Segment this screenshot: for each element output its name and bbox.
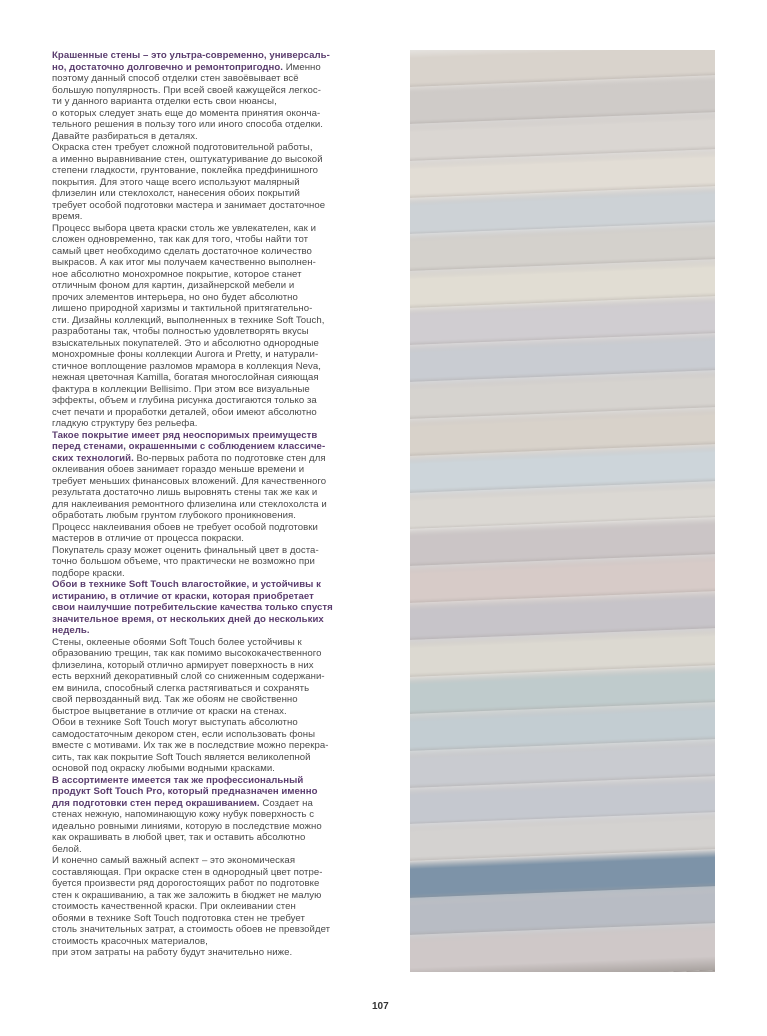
paragraph-body: Именно поэтому данный способ отделки стен завоёвывает всё большую популярность. При всей своей кажущейся легкос- ти у данного варианта отделки есть свои нюансы, о которых следует знать еще до момента принятия оконча- тельного решения в пользу того или иного способа отделки. Давайте разбираться в деталях. [52, 61, 323, 142]
paragraph [52, 775, 382, 856]
paragraph-body: И конечно самый важный аспект – это экономическая составляющая. При окраске стен в однородный цвет потре- буется произвести ряд дорогостоящих работ по подготовке стен к окрашиванию, а так же заложить в бюджет не малую стоимость качественной краски. При оклеивании стен обоями в технике Soft Touch подготовка стен не требует столь значительных затрат, а стоимость обоев не превзойдет стоимость красочных материалов, при этом затраты на работу будут значительно ниже. [52, 855, 331, 958]
paragraph-body: Создает на стенах нежную, напоминающую кожу нубук поверхность с идеально ровными линиями, которую в последствие можно как окрашивать в любой цвет, так и оставить абсолютно белой. [52, 797, 322, 855]
wallpaper-rolls-photo [410, 50, 715, 972]
paragraph-body: Стены, оклееные обоями Soft Touch более устойчивы к образованию трещин, так как помимо высококачественного флизелина, который отлично армирует поверхность в них есть верхний декоративный слой со сниженным содержани- ем винила, способный слегка растягиваться и сохранять свой первозданный вид. Так же обоям не свойственно быстрое выцветание в отличие от краски на стенах. [52, 636, 325, 717]
paragraph [52, 223, 382, 430]
paragraph-lead: Обои в технике Soft Touch влагостойкие, и устойчивы к истиранию, в отличие от краски, которая приобретает свои наилучшие потребительские качества только спустя значительное время, от нескольких дней до нескольких недель. [52, 579, 333, 636]
paragraph-lead: Такое покрытие имеет ряд неоспоримых преимуществ перед стенами, окрашенными с соблюдением классиче- ских технологий. [52, 429, 326, 464]
page-number: 107 [372, 1001, 389, 1012]
paragraph [52, 545, 382, 580]
paragraph [52, 579, 382, 637]
paragraph [52, 430, 382, 545]
paragraph-body: Окраска стен требует сложной подготовительной работы, а именно выравнивание стен, оштукатуривание до высокой степени гладкости, грунтование, поклейка предфинишного покрытия. Для этого чаще всего используют малярный флизелин или стеклохолст, нанесения обоих покрытий требует особой подготовки мастера и занимает достаточное время. [52, 142, 326, 222]
paragraph-body: Во-первых работа по подготовке стен для оклеивания обоев занимает гораздо меньше времени и требует меньших финансовых вложений. Для качественного результата достаточно лишь выровнять стены так же как и для наклеивания ремонтного флизелина или стеклохолста и обработать любым грунтом глубокого проникновения. Процесс наклеивания обоев не требует особой подготовки мастеров в отличие от процесса покраски. [52, 452, 327, 544]
paragraph [52, 142, 382, 223]
article-text [52, 50, 382, 959]
paragraph [52, 855, 382, 959]
paragraph [52, 637, 382, 718]
paragraph [52, 717, 382, 775]
paragraph-body: Обои в технике Soft Touch могут выступать абсолютно самодостаточным декором стен, если использовать фоны вместе с мотивами. Их так же в последствие можно перекра- сить, так как покрытие Soft Touch является великолепной основой под окраску любыми водными красками. [52, 717, 329, 774]
paragraph-body: Покупатель сразу может оценить финальный цвет в доста- точно большом объеме, что практически не возможно при подборе краски. [52, 544, 319, 579]
paragraph-lead: В ассортименте имеется так же профессиональный продукт Soft Touch Pro, который предназначен именно для подготовки стен перед окрашиванием. [52, 774, 318, 809]
paragraph-lead: Крашенные стены – это ультра-современно, универсаль- но, достаточно долговечно и ремонтопригодно. [52, 50, 330, 73]
paragraph-body: Процесс выбора цвета краски столь же увлекателен, как и сложен одновременно, так как для того, чтобы найти тот самый цвет необходимо сделать достаточное количество выкрасов. А как итог мы получаем качественно выполнен- ное абсолютно монохромное покрытие, которое станет отличным фоном для картин, дизайнерской мебели и прочих элементов интерьера, но оно будет абсолютно лишено природной харизмы и тактильной притягательно- сти. Дизайны коллекций, выполненных в технике Soft Touch, разработаны так, чтобы полностью удовлетворять вкусы взыскательных покупателей. Это и абсолютно однородные монохромные фоны коллекции Aurora и Pretty, и натурали- стичное воплощение разломов мрамора в коллекция Neva, нежная цветочная Kamilla, богатая многослойная сияющая фактура в коллекции Bellisimo. При этом все визуальные эффекты, объем и глубина рисунка достигаются только за счет печати и проработки деталей, обои имеют абсолютно гладкую структуру без рельефа. [52, 222, 325, 429]
paragraph [52, 50, 382, 142]
